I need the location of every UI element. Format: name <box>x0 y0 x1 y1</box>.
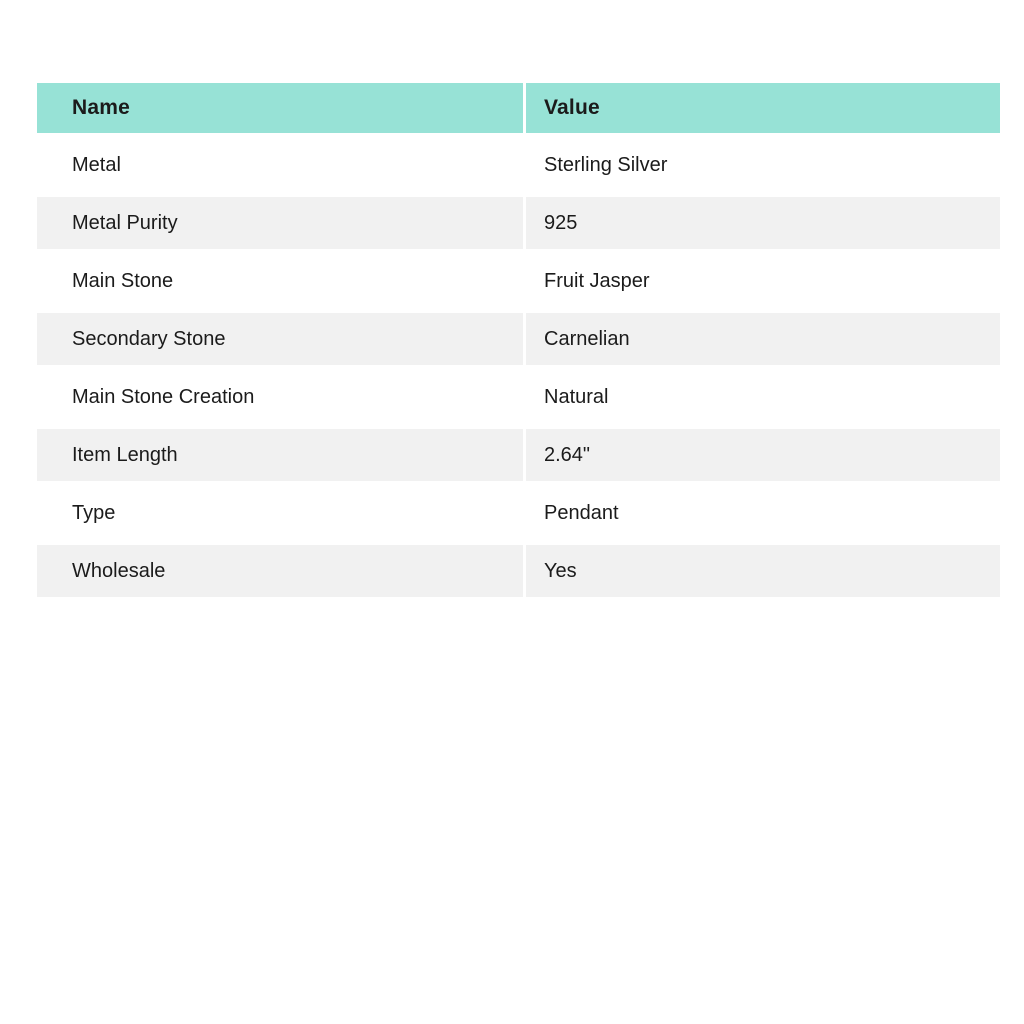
table-body <box>37 139 1000 597</box>
table-row <box>37 429 1000 481</box>
column-header-name: Name <box>37 83 523 133</box>
product-spec-table <box>37 83 1000 603</box>
row-value-cell: Yes <box>526 545 1000 597</box>
row-name-cell: Item Length <box>37 429 523 481</box>
row-name-cell: Wholesale <box>37 545 523 597</box>
table-row <box>37 313 1000 365</box>
row-value-cell: 925 <box>526 197 1000 249</box>
row-value-cell: Carnelian <box>526 313 1000 365</box>
row-name-cell: Main Stone Creation <box>37 371 523 423</box>
row-value-cell: Sterling Silver <box>526 139 1000 191</box>
row-value-cell: Fruit Jasper <box>526 255 1000 307</box>
table-row <box>37 139 1000 191</box>
row-name-cell: Metal Purity <box>37 197 523 249</box>
row-value-cell: Pendant <box>526 487 1000 539</box>
column-header-value: Value <box>526 83 1000 133</box>
table-header-row <box>37 83 1000 133</box>
row-name-cell: Main Stone <box>37 255 523 307</box>
table-row <box>37 487 1000 539</box>
row-value-cell: Natural <box>526 371 1000 423</box>
table-row <box>37 255 1000 307</box>
row-value-cell: 2.64" <box>526 429 1000 481</box>
row-name-cell: Type <box>37 487 523 539</box>
table-row <box>37 197 1000 249</box>
table-row <box>37 545 1000 597</box>
row-name-cell: Metal <box>37 139 523 191</box>
table-row <box>37 371 1000 423</box>
row-name-cell: Secondary Stone <box>37 313 523 365</box>
